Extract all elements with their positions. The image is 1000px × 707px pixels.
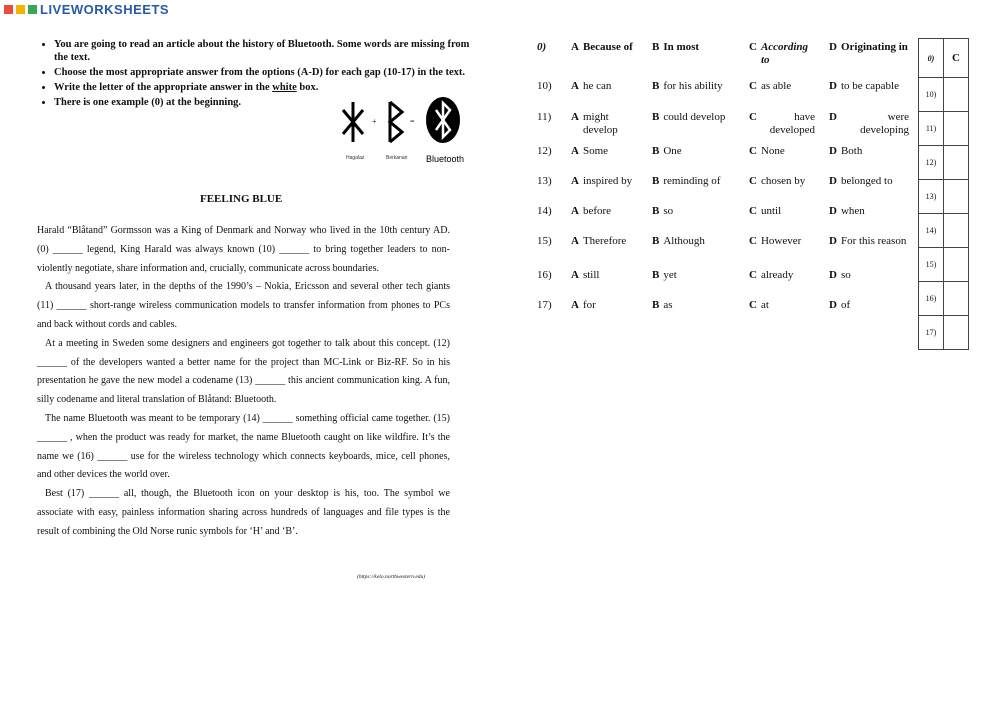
answer-number: 14) (919, 214, 944, 248)
equals-sign: = (410, 117, 415, 126)
question-number: 11) (537, 111, 552, 123)
article-paragraph: At a meeting in Sweden some designers and engineers got together to talk about this concept. (12) ______ of the developers wanted a better name for the project than MC-Link or Biz-RF. So in his presentation he gave the new model a codename (13) ______ this ancient communication king. A fun, silly codename and literal translation of Blåtand: Bluetooth. (37, 337, 450, 406)
berkanan-rune-icon (390, 102, 402, 142)
option-c: C None (749, 145, 785, 157)
answer-number: 10) (919, 78, 944, 112)
answer-input-box[interactable] (944, 316, 969, 350)
option-c: C According to (749, 41, 809, 66)
option-a: A still (571, 269, 600, 281)
option-a: A inspired by (571, 175, 633, 187)
bluetooth-label: Bluetooth (426, 154, 465, 164)
hagalaz-label: Hagalaz (346, 155, 365, 161)
option-d: D For this reason (829, 235, 907, 247)
option-d: D belonged to (829, 175, 893, 187)
article-body (37, 222, 450, 542)
option-a: A Therefore (571, 235, 627, 247)
option-a: A he can (571, 80, 612, 92)
answer-number: 0) (919, 39, 944, 78)
question-number: 17) (537, 299, 552, 311)
option-d: D were developing (829, 111, 909, 136)
answer-input-box[interactable] (944, 214, 969, 248)
option-b: B yet (652, 269, 677, 281)
instruction-item: • You are going to read an article about the history of Bluetooth. Some words are missing from the text. (54, 38, 474, 64)
option-d: D Both (829, 145, 863, 157)
answer-number: 12) (919, 146, 944, 180)
answer-row (919, 78, 969, 112)
answer-input-box[interactable] (944, 180, 969, 214)
answer-number: 16) (919, 282, 944, 316)
question-number: 13) (537, 175, 552, 187)
option-c: C as able (749, 80, 792, 92)
answer-input-box[interactable] (944, 282, 969, 316)
option-b: B so (652, 205, 674, 217)
article-title: FEELING BLUE (200, 193, 283, 205)
example-answer: C (944, 39, 969, 78)
answer-row (919, 248, 969, 282)
answer-row (919, 180, 969, 214)
answer-row (919, 39, 969, 78)
answer-row (919, 316, 969, 350)
hagalaz-rune-icon (343, 102, 363, 142)
answer-number: 11) (919, 112, 944, 146)
answer-number: 15) (919, 248, 944, 282)
question-number: 0) (537, 41, 547, 53)
answer-input-box[interactable] (944, 78, 969, 112)
option-b: B for his ability (652, 80, 723, 92)
option-d: D so (829, 269, 851, 281)
answer-input-box[interactable] (944, 112, 969, 146)
option-a: A Some (571, 145, 609, 157)
option-d: D to be capable (829, 80, 899, 92)
option-d: D Originating in (829, 41, 908, 53)
bluetooth-runes-illustration (338, 92, 468, 164)
answer-row (919, 282, 969, 316)
instruction-item: • Choose the most appropriate answer from the options (A-D) for each gap (10-17) in the text. (54, 66, 474, 79)
logo-text: LIVEWORKSHEETS (40, 2, 170, 17)
answer-box-table (918, 38, 969, 350)
article-paragraph: Best (17) ______ all, though, the Bluetooth icon on your desktop is his, too. The symbol we associate with easy, painless information sharing across hundreds of languages and file types is the result of combining the Old Norse runic symbols for ‘H’ and ‘B’. (37, 488, 450, 537)
option-a: A before (571, 205, 612, 217)
answer-number: 17) (919, 316, 944, 350)
option-c: C have developed (749, 111, 815, 136)
answer-row (919, 214, 969, 248)
option-c: C already (749, 269, 794, 281)
option-a: A Because of (571, 41, 633, 53)
bluetooth-logo-icon (426, 97, 460, 143)
instruction-item: • There is one example (0) at the beginning. (54, 96, 474, 109)
berkanan-label: Berkanan (386, 155, 408, 161)
answer-row (919, 146, 969, 180)
option-b: B One (652, 145, 682, 157)
article-paragraph: The name Bluetooth was meant to be temporary (14) ______ something official came together. (15) ______ , when the product was ready for market, the name Bluetooth caught on like wildfire. It’s the name we (16) ______ use for the wireless technology which connects keyboards, mice, cell phones, and other devices the world over. (37, 412, 450, 481)
answer-input-box[interactable] (944, 146, 969, 180)
plus-sign: + (372, 117, 377, 126)
option-b: B could develop (652, 111, 726, 123)
question-number: 15) (537, 235, 552, 247)
answer-input-box[interactable] (944, 248, 969, 282)
option-d: D of (829, 299, 851, 311)
article-paragraph: A thousand years later, in the depths of the 1990’s – Nokia, Ericsson and several other tech giants (11) ______ short-range wireless communication models to transfer information from phones to PCs and back without cords and cables. (37, 281, 450, 330)
option-b: B Although (652, 235, 705, 247)
question-number: 16) (537, 269, 552, 281)
liveworksheets-logo (4, 2, 169, 17)
question-number: 10) (537, 80, 552, 92)
answer-row (919, 112, 969, 146)
question-number: 12) (537, 145, 552, 157)
option-c: C at (749, 299, 769, 311)
article-source: (https://kelo.northwestern.edu) (357, 574, 426, 580)
instruction-item: • Write the letter of the appropriate answer in the white box. (54, 81, 474, 94)
option-b: B In most (652, 41, 700, 53)
option-c: C However (749, 235, 802, 247)
option-b: B reminding of (652, 175, 721, 187)
option-a: A for (571, 299, 596, 311)
option-a: A might develop (571, 111, 618, 136)
option-b: B as (652, 299, 673, 311)
question-number: 14) (537, 205, 552, 217)
article-paragraph: Harald “Blåtand” Gormsson was a King of Denmark and Norway who lived in the 10th century AD. (0) ______ legend, King Harald was always known (10) ______ to bring together leaders to non-violently negotiate, share information and, crucially, communicate across boundaries. (37, 225, 450, 274)
option-c: C chosen by (749, 175, 806, 187)
answer-number: 13) (919, 180, 944, 214)
option-c: C until (749, 205, 782, 217)
option-d: D when (829, 205, 865, 217)
